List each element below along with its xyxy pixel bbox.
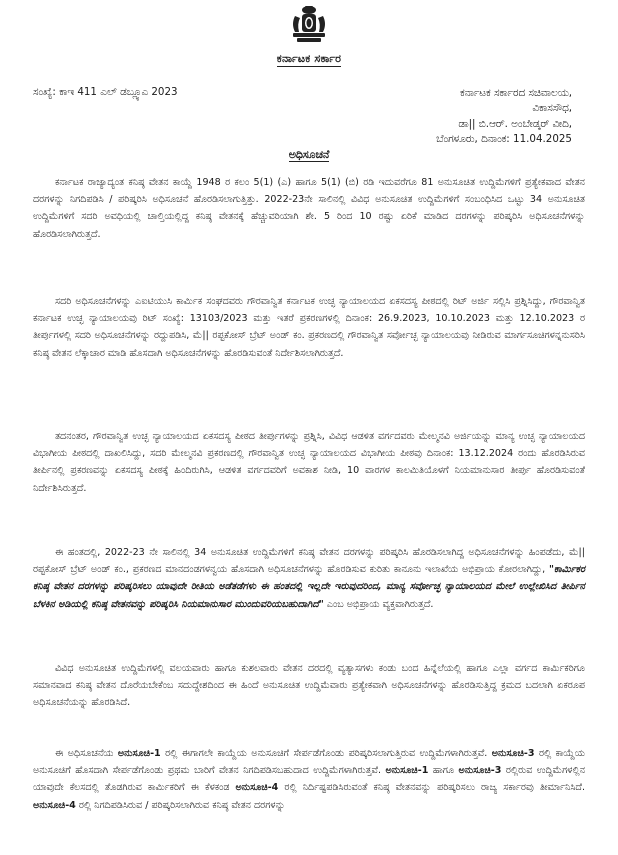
address-date-line: ಬೆಂಗಳೂರು, ದಿನಾಂಕ: 11.04.2025: [436, 133, 572, 146]
paragraph-6: ಈ ಅಧಿಸೂಚನೆಯ ಅನುಸೂಚಿ-1 ರಲ್ಲಿ ಈಗಾಗಲೇ ಕಾಯ್ದೆಯ ಅನುಸೂಚಿಗೆ ಸೇರ್ಪಡೆಗೊಂಡು ಪರಿಷ್ಕರಿಸಲಾಗುತ್ತಿರುವ ಉದ್ದಿಮೆಗಳಾಗಿರುತ್ತವೆ. ಅನುಸೂಚಿ-3 ರಲ್ಲಿ ಕಾಯ್ದೆಯ ಅನುಸೂಚಿಗೆ ಹೊಸದಾಗಿ ಸೇರ್ಪಡೆಗೊಂಡು ಪ್ರಥಮ ಬಾರಿಗೆ ವೇತನ ನಿಗದಿಪಡಿಸಬಹುದಾದ ಉದ್ದಿಮೆಗಳಾಗಿರುತ್ತವೆ. ಅನುಸೂಚಿ-1 ಹಾಗೂ ಅನುಸೂಚಿ-3 ರಲ್ಲಿರುವ ಉದ್ದಿಮೆಗಳಲ್ಲಿನ ಯಾವುದೇ ಕೆಲಸದಲ್ಲಿ ತೊಡಗಿರುವ ಕಾರ್ಮಿಕರಿಗೆ ಈ ಕೆಳಕಂಡ ಅನುಸೂಚಿ-4 ರಲ್ಲಿ ನಿರ್ದಿಷ್ಟಪಡಿಸಿರುವಂತೆ ಕನಿಷ್ಠ ವೇತನವನ್ನು ಪರಿಷ್ಕರಿಸಲು ರಾಜ್ಯ ಸರ್ಕಾರವು ತೀರ್ಮಾನಿಸಿದೆ. ಅನುಸೂಚಿ-4 ರಲ್ಲಿ ನಿಗದಿಪಡಿಸಿರುವ / ಪರಿಷ್ಕರಿಸಲಾಗಿರುವ ಕನಿಷ್ಠ ವೇತನ ದರಗಳನ್ನು: [33, 748, 586, 811]
government-title: ಕರ್ನಾಟಕ ಸರ್ಕಾರ: [276, 52, 342, 65]
address-line: ಡಾ|| ಬಿ.ಆರ್. ಅಂಬೇಡ್ಕರ್ ವೀದಿ,: [458, 117, 572, 130]
paragraph-3: ತದನಂತರ, ಗೌರವಾನ್ವಿತ ಉಚ್ಛ ನ್ಯಾಯಾಲಯದ ಏಕಸದಸ್ಯ ಪೀಠದ ತೀರ್ಪುಗಳನ್ನು ಪ್ರಶ್ನಿಸಿ, ವಿವಿಧ ಆಡಳಿತ ವರ್ಗದವರು ಮೇಲ್ಮನವಿ ಅರ್ಜಿಯನ್ನು ಮಾನ್ಯ ಉಚ್ಛ ನ್ಯಾಯಾಲಯದ ವಿಭಾಗೀಯ ಪೀಠದಲ್ಲಿ ದಾಖಲಿಸಿದ್ದು, ಸದರಿ ಮೇಲ್ಮನವಿ ಪ್ರಕರಣದಲ್ಲಿ ಗೌರವಾನ್ವಿತ ಉಚ್ಛ ನ್ಯಾಯಾಲಯದ ವಿಭಾಗೀಯ ಪೀಠವು ದಿನಾಂಕ: 13.12.2024 ರಂದು ಹೊರಡಿಸಿರುವ ತೀರ್ಪಿನಲ್ಲಿ ಪ್ರಕರಣವನ್ನು ಏಕಸದಸ್ಯ ಪೀಠಕ್ಕೆ ಹಿಂದಿರುಗಿಸಿ, ಆಡಳಿತ ವರ್ಗದವರಿಗೆ ಅವಕಾಶ ನೀಡಿ, 10 ವಾರಗಳ ಕಾಲಮಿತಿಯೊಳಗೆ ನಿಯಮಾನುಸಾರ ತೀರ್ಪು ಹೊರಡಿಸುವಂತೆ ನಿರ್ದೇಶಿಸಿರುತ್ತದೆ.: [33, 431, 585, 494]
karnataka-state-emblem-icon: [287, 2, 331, 44]
paragraph-5: ವಿವಿಧ ಅನುಸೂಚಿತ ಉದ್ದಿಮೆಗಳಲ್ಲಿ ವಲಯವಾರು ಹಾಗೂ ಕುಶಲವಾರು ವೇತನ ದರದಲ್ಲಿ ವ್ಯತ್ಯಾಸಗಳು ಕಂಡು ಬಂದ ಹಿನ್ನೆಲೆಯಲ್ಲಿ ಹಾಗೂ ಎಲ್ಲಾ ವರ್ಗದ ಕಾರ್ಮಿಕರಿಗೂ ಸಮಾನವಾದ ಕನಿಷ್ಠ ವೇತನ ದೊರೆಯಬೇಕೆಂಬ ಸದುದ್ದೇಶದಿಂದ ಈ ಹಿಂದೆ ಅನುಸೂಚಿತ ಉದ್ದಿಮೆವಾರು ಪ್ರತ್ಯೇಕವಾಗಿ ಅಧಿಸೂಚನೆಗಳನ್ನು ಹೊರಡಿಸುತ್ತಿದ್ದ ಕ್ರಮದ ಬದಲಾಗಿ ಏಕರೂಪ ಅಧಿಸೂಚನೆಯನ್ನು ಹೊರಡಿಸಿದೆ.: [33, 663, 585, 709]
paragraph-2: ಸದರಿ ಅಧಿಸೂಚನೆಗಳನ್ನು ಎಐಟಿಯುಸಿ ಕಾರ್ಮಿಕ ಸಂಘದವರು ಗೌರವಾನ್ವಿತ ಕರ್ನಾಟಕ ಉಚ್ಛ ನ್ಯಾಯಾಲಯದ ಏಕಸದಸ್ಯ ಪೀಠದಲ್ಲಿ ರಿಟ್ ಅರ್ಜಿ ಸಲ್ಲಿಸಿ ಪ್ರಶ್ನಿಸಿದ್ದು, ಗೌರವಾನ್ವಿತ ಕರ್ನಾಟಕ ಉಚ್ಛ ನ್ಯಾಯಾಲಯವು ರಿಟ್ ಸಂಖ್ಯೆ: 13103/2023 ಮತ್ತು ಇತರೆ ಪ್ರಕರಣಗಳಲ್ಲಿ ದಿನಾಂಕ: 26.9.2023, 10.10.2023 ಮತ್ತು 12.10.2023 ರ ತೀರ್ಪುಗಳಲ್ಲಿ ಸದರಿ ಅಧಿಸೂಚನೆಗಳನ್ನು ರದ್ದುಪಡಿಸಿ, ಮೆ|| ರಪ್ಟಕೋಸ್ ಬ್ರೆಟ್ ಅಂಡ್ ಕಂ. ಪ್ರಕರಣದಲ್ಲಿ ಗೌರವಾನ್ವಿತ ಸರ್ವೋಚ್ಛ ನ್ಯಾಯಾಲಯವು ನೀಡಿರುವ ಮಾರ್ಗಸೂಚಿಗಳನ್ನನುಸರಿಸಿ ಕನಿಷ್ಠ ವೇತನ ಲೆಕ್ಕಾಚಾರ ಮಾಡಿ ಹೊಸದಾಗಿ ಅಧಿಸೂಚನೆಗಳನ್ನು ಹೊರಡಿಸುವಂತೆ ನಿರ್ದೇಶಿಸಲಾಗಿರುತ್ತದೆ.: [33, 296, 585, 359]
paragraph-4: ಈ ಹಂತದಲ್ಲಿ, 2022-23 ನೇ ಸಾಲಿನಲ್ಲಿ 34 ಅನುಸೂಚಿತ ಉದ್ದಿಮೆಗಳಿಗೆ ಕನಿಷ್ಠ ವೇತನ ದರಗಳನ್ನು ಪರಿಷ್ಕರಿಸಿ ಹೊರಡಿಸಲಾಗಿದ್ದ ಅಧಿಸೂಚನೆಗಳನ್ನು ಹಿಂಪಡೆದು, ಮೆ|| ರಪ್ಟಕೋಸ್ ಬ್ರೆಟ್ ಅಂಡ್ ಕಂ., ಪ್ರಕರಣದ ಮಾನದಂಡಗಳನ್ವಯ ಹೊಸದಾಗಿ ಅಧಿಸೂಚನೆಗಳನ್ನು ಹೊರಡಿಸುವ ಕುರಿತು ಕಾನೂನು ಇಲಾಖೆಯ ಅಭಿಪ್ರಾಯ ಕೋರಲಾಗಿದ್ದು, "ಕಾರ್ಮಿಕರ ಕನಿಷ್ಠ ವೇತನ ದರಗಳನ್ನು ಪರಿಷ್ಕರಿಸಲು ಯಾವುದೇ ರೀತಿಯ ಅಡೆತಡೆಗಳು ಈ ಹಂತದಲ್ಲಿ ಇಲ್ಲದೇ ಇರುವುದರಿಂದ, ಮಾನ್ಯ ಸರ್ವೋಚ್ಛ ನ್ಯಾಯಾಲಯದ ಮೇಲೆ ಉಲ್ಲೇಖಿಸಿದ ತೀರ್ಪಿನ ಬೆಳಕಿನ ಅಡಿಯಲ್ಲಿ ಕನಿಷ್ಠ ವೇತನವನ್ನು ಪರಿಷ್ಕರಿಸಿ ನಿಯಮಾನುಸಾರ ಮುಂದುವರಿಯಬಹುದಾಗಿದೆ" ಎಂಬ ಅಭಿಪ್ರಾಯ ವ್ಯಕ್ತವಾಗಿರುತ್ತದೆ.: [33, 547, 585, 610]
document-title: ಅಧಿಸೂಚನೆ: [288, 148, 330, 161]
office-address: [332, 86, 572, 148]
paragraph-1: ಕರ್ನಾಟಕ ರಾಜ್ಯಾದ್ಯಂತ ಕನಿಷ್ಠ ವೇತನ ಕಾಯ್ದೆ 1948 ರ ಕಲಂ 5(1) (ಎ) ಹಾಗೂ 5(1) (ಬಿ) ರಡಿ ಇದುವರೆಗೂ 81 ಅನುಸೂಚಿತ ಉದ್ದಿಮೆಗಳಿಗೆ ಪ್ರತ್ಯೇಕವಾದ ವೇತನ ದರಗಳನ್ನು ನಿಗದಿಪಡಿಸಿ / ಪರಿಷ್ಕರಿಸಿ ಅಧಿಸೂಚನೆ ಹೊರಡಿಸಲಾಗುತ್ತಿತ್ತು. 2022-23ನೇ ಸಾಲಿನಲ್ಲಿ ವಿವಿಧ ಅನುಸೂಚಿತ ಉದ್ದಿಮೆಗಳಿಗೆ ಸಂಬಂಧಿಸಿದ ಒಟ್ಟು 34 ಅನುಸೂಚಿತ ಉದ್ದಿಮೆಗಳಿಗೆ ಸದರಿ ಅವಧಿಯಲ್ಲಿ ಚಾಲ್ತಿಯಲ್ಲಿದ್ದ ಕನಿಷ್ಠ ವೇತನಕ್ಕೆ ಹೆಚ್ಚುವರಿಯಾಗಿ ಶೇ. 5 ರಿಂದ 10 ರಷ್ಟು ಏರಿಕೆ ಮಾಡಿದ ದರಗಳನ್ನು ಪರಿಷ್ಕರಿಸಿ ಅಧಿಸೂಚನೆಗಳನ್ನು ಹೊರಡಿಸಲಾಗಿರುತ್ತದೆ.: [33, 177, 585, 240]
address-line: ಕರ್ನಾಟಕ ಸರ್ಕಾರದ ಸಚಿವಾಲಯ,: [459, 87, 572, 99]
legal-opinion-quote: "ಕಾರ್ಮಿಕರ ಕನಿಷ್ಠ ವೇತನ ದರಗಳನ್ನು ಪರಿಷ್ಕರಿಸಲು ಯಾವುದೇ ರೀತಿಯ ಅಡೆತಡೆಗಳು ಈ ಹಂತದಲ್ಲಿ ಇಲ್ಲದೇ ಇರುವುದರಿಂದ, ಮಾನ್ಯ ಸರ್ವೋಚ್ಛ ನ್ಯಾಯಾಲಯದ ಮೇಲೆ ಉಲ್ಲೇಖಿಸಿದ ತೀರ್ಪಿನ ಬೆಳಕಿನ ಅಡಿಯಲ್ಲಿ ಕನಿಷ್ಠ ವೇತನವನ್ನು ಪರಿಷ್ಕರಿಸಿ ನಿಯಮಾನುಸಾರ ಮುಂದುವರಿಯಬಹುದಾಗಿದೆ": [33, 564, 585, 610]
address-line: ವಿಕಾಸಸೌಧ,: [532, 102, 572, 115]
reference-number: ಸಂಖ್ಯೆ: ಕಾಇ 411 ಎಲ್ ಡಬ್ಲ್ಯೂಎ 2023: [33, 86, 178, 98]
